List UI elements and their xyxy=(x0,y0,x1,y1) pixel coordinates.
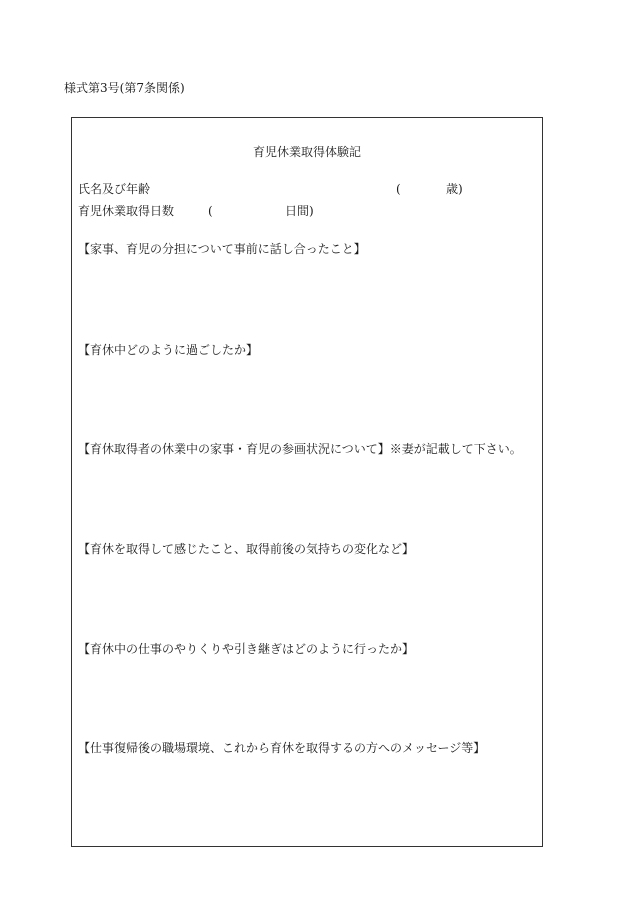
name-age-row xyxy=(78,181,528,197)
section-heading-feelings: 【育休を取得して感じたこと、取得前後の気持ちの変化など】 xyxy=(78,542,415,556)
form-frame xyxy=(71,117,543,847)
section-heading-pre-discussion: 【家事、育児の分担について事前に話し合ったこと】 xyxy=(78,242,366,256)
age-close-label: 歳) xyxy=(446,182,463,196)
section-answer-how-spent[interactable] xyxy=(78,364,536,424)
days-open-paren: ( xyxy=(208,204,213,218)
leave-days-label: 育児休業取得日数 xyxy=(78,204,175,218)
section-answer-pre-discussion[interactable] xyxy=(78,263,536,323)
section-answer-feelings[interactable] xyxy=(78,563,536,623)
section-heading-work-handover: 【育休中の仕事のやりくりや引き継ぎはどのように行ったか】 xyxy=(78,642,415,656)
days-close-label: 日間) xyxy=(285,204,314,218)
form-number: 様式第3号(第7条関係) xyxy=(64,81,185,95)
section-heading-spouse-report: 【育休取得者の休業中の家事・育児の参画状況について】※妻が記載して下さい。 xyxy=(78,442,522,456)
page-title: 育児休業取得体験記 xyxy=(252,145,361,159)
age-open-paren: ( xyxy=(396,182,401,196)
section-answer-message[interactable] xyxy=(78,762,536,822)
section-answer-spouse-report[interactable] xyxy=(78,463,536,523)
leave-days-row xyxy=(78,203,528,219)
name-age-label: 氏名及び年齢 xyxy=(78,182,151,196)
section-answer-work-handover[interactable] xyxy=(78,663,536,723)
section-heading-how-spent: 【育休中どのように過ごしたか】 xyxy=(78,343,259,357)
section-heading-message: 【仕事復帰後の職場環境、これから育休を取得するの方へのメッセージ等】 xyxy=(78,741,486,755)
